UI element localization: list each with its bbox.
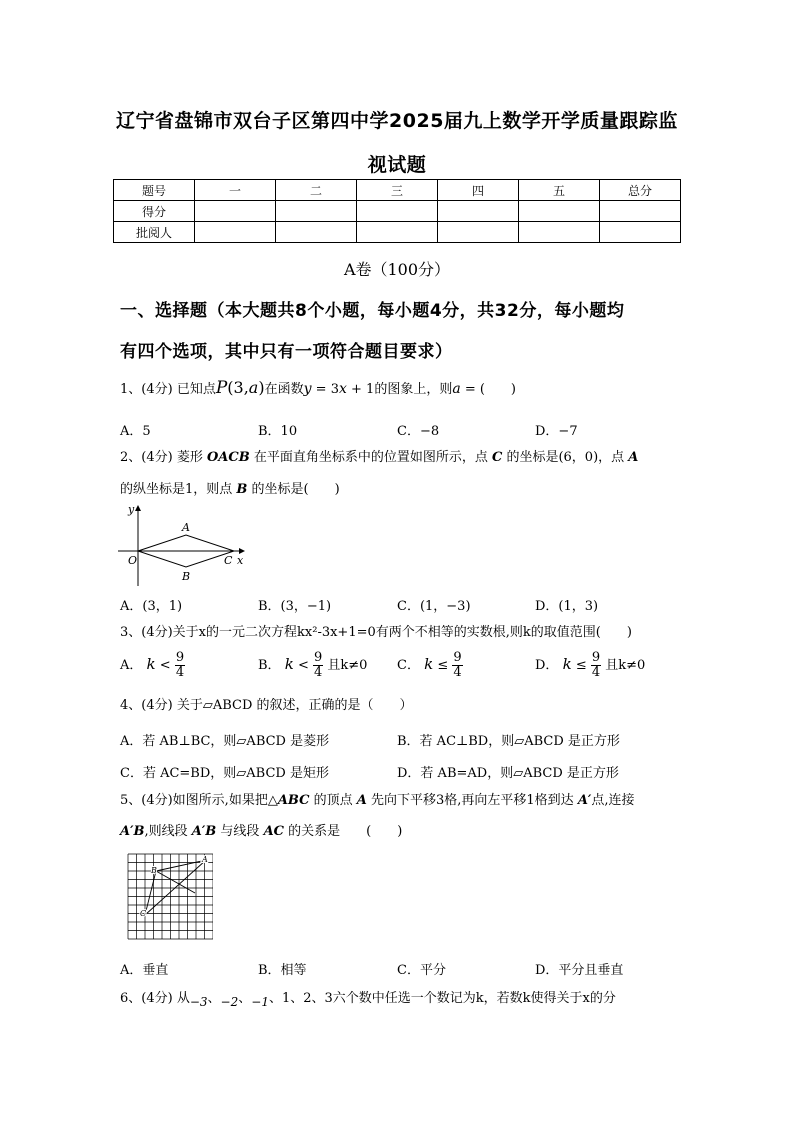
option-a[interactable]: A．5 xyxy=(120,424,151,439)
text: 、 xyxy=(238,991,252,1006)
table-cell: 四 xyxy=(438,180,519,201)
text: 在平面直角坐标系中的位置如图所示，点 xyxy=(249,450,492,465)
math-var: A′ xyxy=(577,793,592,808)
option-c[interactable]: C．若 AC=BD，则▱ABCD 是矩形 xyxy=(120,766,329,781)
math: ) xyxy=(258,378,265,397)
math-var: OACB xyxy=(206,450,250,465)
figure-label: x xyxy=(237,554,244,567)
numerator: 9 xyxy=(175,650,185,665)
math: ≤ xyxy=(437,658,449,673)
option-c[interactable]: C．(1，−3) xyxy=(397,599,471,614)
fraction xyxy=(591,651,601,680)
score-input-cell[interactable] xyxy=(438,201,519,222)
question-2-stem-line2 xyxy=(120,482,340,498)
math-var: k xyxy=(146,655,156,673)
table-cell: 二 xyxy=(276,180,357,201)
question-2-stem xyxy=(120,450,638,466)
score-input-cell[interactable] xyxy=(195,222,276,243)
text: 点,连接 xyxy=(591,793,635,808)
text: 1、(4分) 已知点 xyxy=(120,382,216,397)
volume-heading: A卷（100分） xyxy=(343,260,451,279)
figure-label: C xyxy=(140,909,147,918)
denominator: 4 xyxy=(591,665,601,680)
section-heading: 一、选择题（本大题共8个小题，每小题4分，共32分，每小题均 xyxy=(120,301,625,321)
text: = ( ) xyxy=(460,382,516,397)
text: 的关系是 ( ) xyxy=(284,824,403,839)
option-b[interactable]: B．(3，−1) xyxy=(258,599,332,614)
math-var: AC xyxy=(263,824,284,839)
fraction xyxy=(452,651,462,680)
option-label: C． xyxy=(397,658,420,673)
text: 在函数 xyxy=(264,382,304,397)
math-var: x xyxy=(338,381,347,397)
option-a[interactable] xyxy=(120,651,185,680)
figure-label: O xyxy=(128,554,138,567)
table-cell: 总分 xyxy=(600,180,681,201)
text: 的坐标是( ) xyxy=(247,482,340,497)
math-var: A xyxy=(356,793,367,808)
math-var: B xyxy=(236,482,248,497)
score-table-header-row xyxy=(114,180,681,201)
score-input-cell[interactable] xyxy=(276,222,357,243)
text: 与线段 xyxy=(216,824,264,839)
grid-figure xyxy=(127,853,213,941)
question-1-stem xyxy=(120,380,516,398)
math: ≤ xyxy=(575,658,587,673)
math-var: k xyxy=(424,655,434,673)
grid-lines xyxy=(128,854,213,939)
numerator: 9 xyxy=(591,650,601,665)
option-b[interactable]: B．相等 xyxy=(258,963,307,978)
text: 的纵坐标是1，则点 xyxy=(120,482,237,497)
option-d[interactable] xyxy=(535,651,645,680)
option-a[interactable]: A．若 AB⊥BC，则▱ABCD 是菱形 xyxy=(120,734,330,749)
math-var: a xyxy=(248,378,259,397)
text: ,则线段 xyxy=(144,824,192,839)
math-var: k xyxy=(284,655,294,673)
table-cell: 题号 xyxy=(114,180,195,201)
math: + 1 xyxy=(346,382,375,397)
text: 2、(4分) 菱形 xyxy=(120,450,207,465)
score-table xyxy=(113,179,681,243)
question-5-stem xyxy=(120,793,634,809)
question-3-stem: 3、(4分)关于x的一元二次方程kx²-3x+1=0有两个不相等的实数根,则k的取值范围( ) xyxy=(120,625,632,640)
option-tail: 且k≠0 xyxy=(327,658,368,673)
option-d[interactable]: D．−7 xyxy=(535,424,578,439)
table-cell: 五 xyxy=(519,180,600,201)
option-a[interactable]: A．垂直 xyxy=(120,963,169,978)
figure-label: y xyxy=(128,503,135,516)
option-label: B． xyxy=(258,658,281,673)
fraction xyxy=(175,651,185,680)
denominator: 4 xyxy=(453,665,462,680)
text: 5、(4分)如图所示,如果把△ xyxy=(120,793,278,808)
math: −3 xyxy=(189,995,208,1009)
math: −2 xyxy=(220,995,239,1009)
rhombus-figure xyxy=(118,502,253,588)
option-label: D． xyxy=(535,658,559,673)
text: 的顶点 xyxy=(309,793,357,808)
math-var: A xyxy=(628,450,639,465)
option-b[interactable]: B．10 xyxy=(258,424,298,439)
table-cell: 三 xyxy=(357,180,438,201)
table-cell: 一 xyxy=(195,180,276,201)
math: = 3 xyxy=(311,382,339,397)
denominator: 4 xyxy=(313,665,323,680)
figure-label: A xyxy=(182,521,190,534)
score-input-cell[interactable] xyxy=(357,222,438,243)
option-b[interactable]: B．若 AC⊥BD，则▱ABCD 是正方形 xyxy=(397,734,620,749)
text: 6、(4分) 从 xyxy=(120,991,190,1006)
math: −1 xyxy=(251,995,269,1009)
numerator: 9 xyxy=(313,650,323,665)
text: 、 xyxy=(207,991,221,1006)
text: 的图象上，则 xyxy=(374,382,453,397)
text: 的坐标是(6，0)，点 xyxy=(502,450,629,465)
score-input-cell[interactable] xyxy=(276,201,357,222)
math: (3, xyxy=(227,378,249,397)
question-5-stem-line2 xyxy=(120,824,402,840)
table-cell: 批阅人 xyxy=(114,222,195,243)
math: < xyxy=(297,658,309,673)
option-label: A． xyxy=(120,658,143,673)
option-c[interactable]: C．−8 xyxy=(397,424,440,439)
math-var: A′B xyxy=(120,824,145,839)
option-tail: 且k≠0 xyxy=(605,658,646,673)
score-input-cell[interactable] xyxy=(519,222,600,243)
text: 先向下平移3格,再向左平移1格到达 xyxy=(366,793,578,808)
page-title-line2: 视试题 xyxy=(367,154,427,176)
denominator: 4 xyxy=(175,665,185,680)
figure-label: A xyxy=(202,855,208,864)
score-input-cell[interactable] xyxy=(195,201,276,222)
option-d[interactable]: D．(1，3) xyxy=(535,599,599,614)
score-input-cell[interactable] xyxy=(600,201,681,222)
math-var: ABC xyxy=(277,793,310,808)
option-d[interactable]: D．平分且垂直 xyxy=(535,963,624,978)
figure-label: B xyxy=(182,570,191,583)
score-input-cell[interactable] xyxy=(357,201,438,222)
text: 、1、2、3六个数中任选一个数记为k，若数k使得关于x的分 xyxy=(268,991,616,1006)
question-4-stem: 4、(4分) 关于▱ABCD 的叙述，正确的是（ ） xyxy=(120,698,413,713)
option-d[interactable]: D．若 AB=AD，则▱ABCD 是正方形 xyxy=(397,766,619,781)
math-var: k xyxy=(562,655,572,673)
page-title: 辽宁省盘锦市双台子区第四中学2025届九上数学开学质量跟踪监 xyxy=(116,110,678,132)
score-input-cell[interactable] xyxy=(438,222,519,243)
score-input-cell[interactable] xyxy=(600,222,681,243)
score-table-row xyxy=(114,201,681,222)
option-c[interactable] xyxy=(397,651,463,680)
option-a[interactable]: A．(3，1) xyxy=(120,599,183,614)
math-var: A′B xyxy=(191,824,217,839)
numerator: 9 xyxy=(453,650,462,665)
score-table-row xyxy=(114,222,681,243)
math-var: a xyxy=(452,381,461,397)
score-input-cell[interactable] xyxy=(519,201,600,222)
option-c[interactable]: C．平分 xyxy=(397,963,446,978)
fraction xyxy=(313,651,323,680)
figure-label: B xyxy=(151,866,157,875)
math-var: C xyxy=(491,450,503,465)
section-heading-line2: 有四个选项，其中只有一项符合题目要求） xyxy=(120,342,453,362)
math: < xyxy=(159,658,171,673)
math-var: y xyxy=(303,381,312,397)
question-6-stem xyxy=(120,990,616,1007)
table-cell: 得分 xyxy=(114,201,195,222)
option-b[interactable] xyxy=(258,651,367,680)
math-var: P xyxy=(215,378,228,398)
figure-label: C xyxy=(224,554,233,567)
